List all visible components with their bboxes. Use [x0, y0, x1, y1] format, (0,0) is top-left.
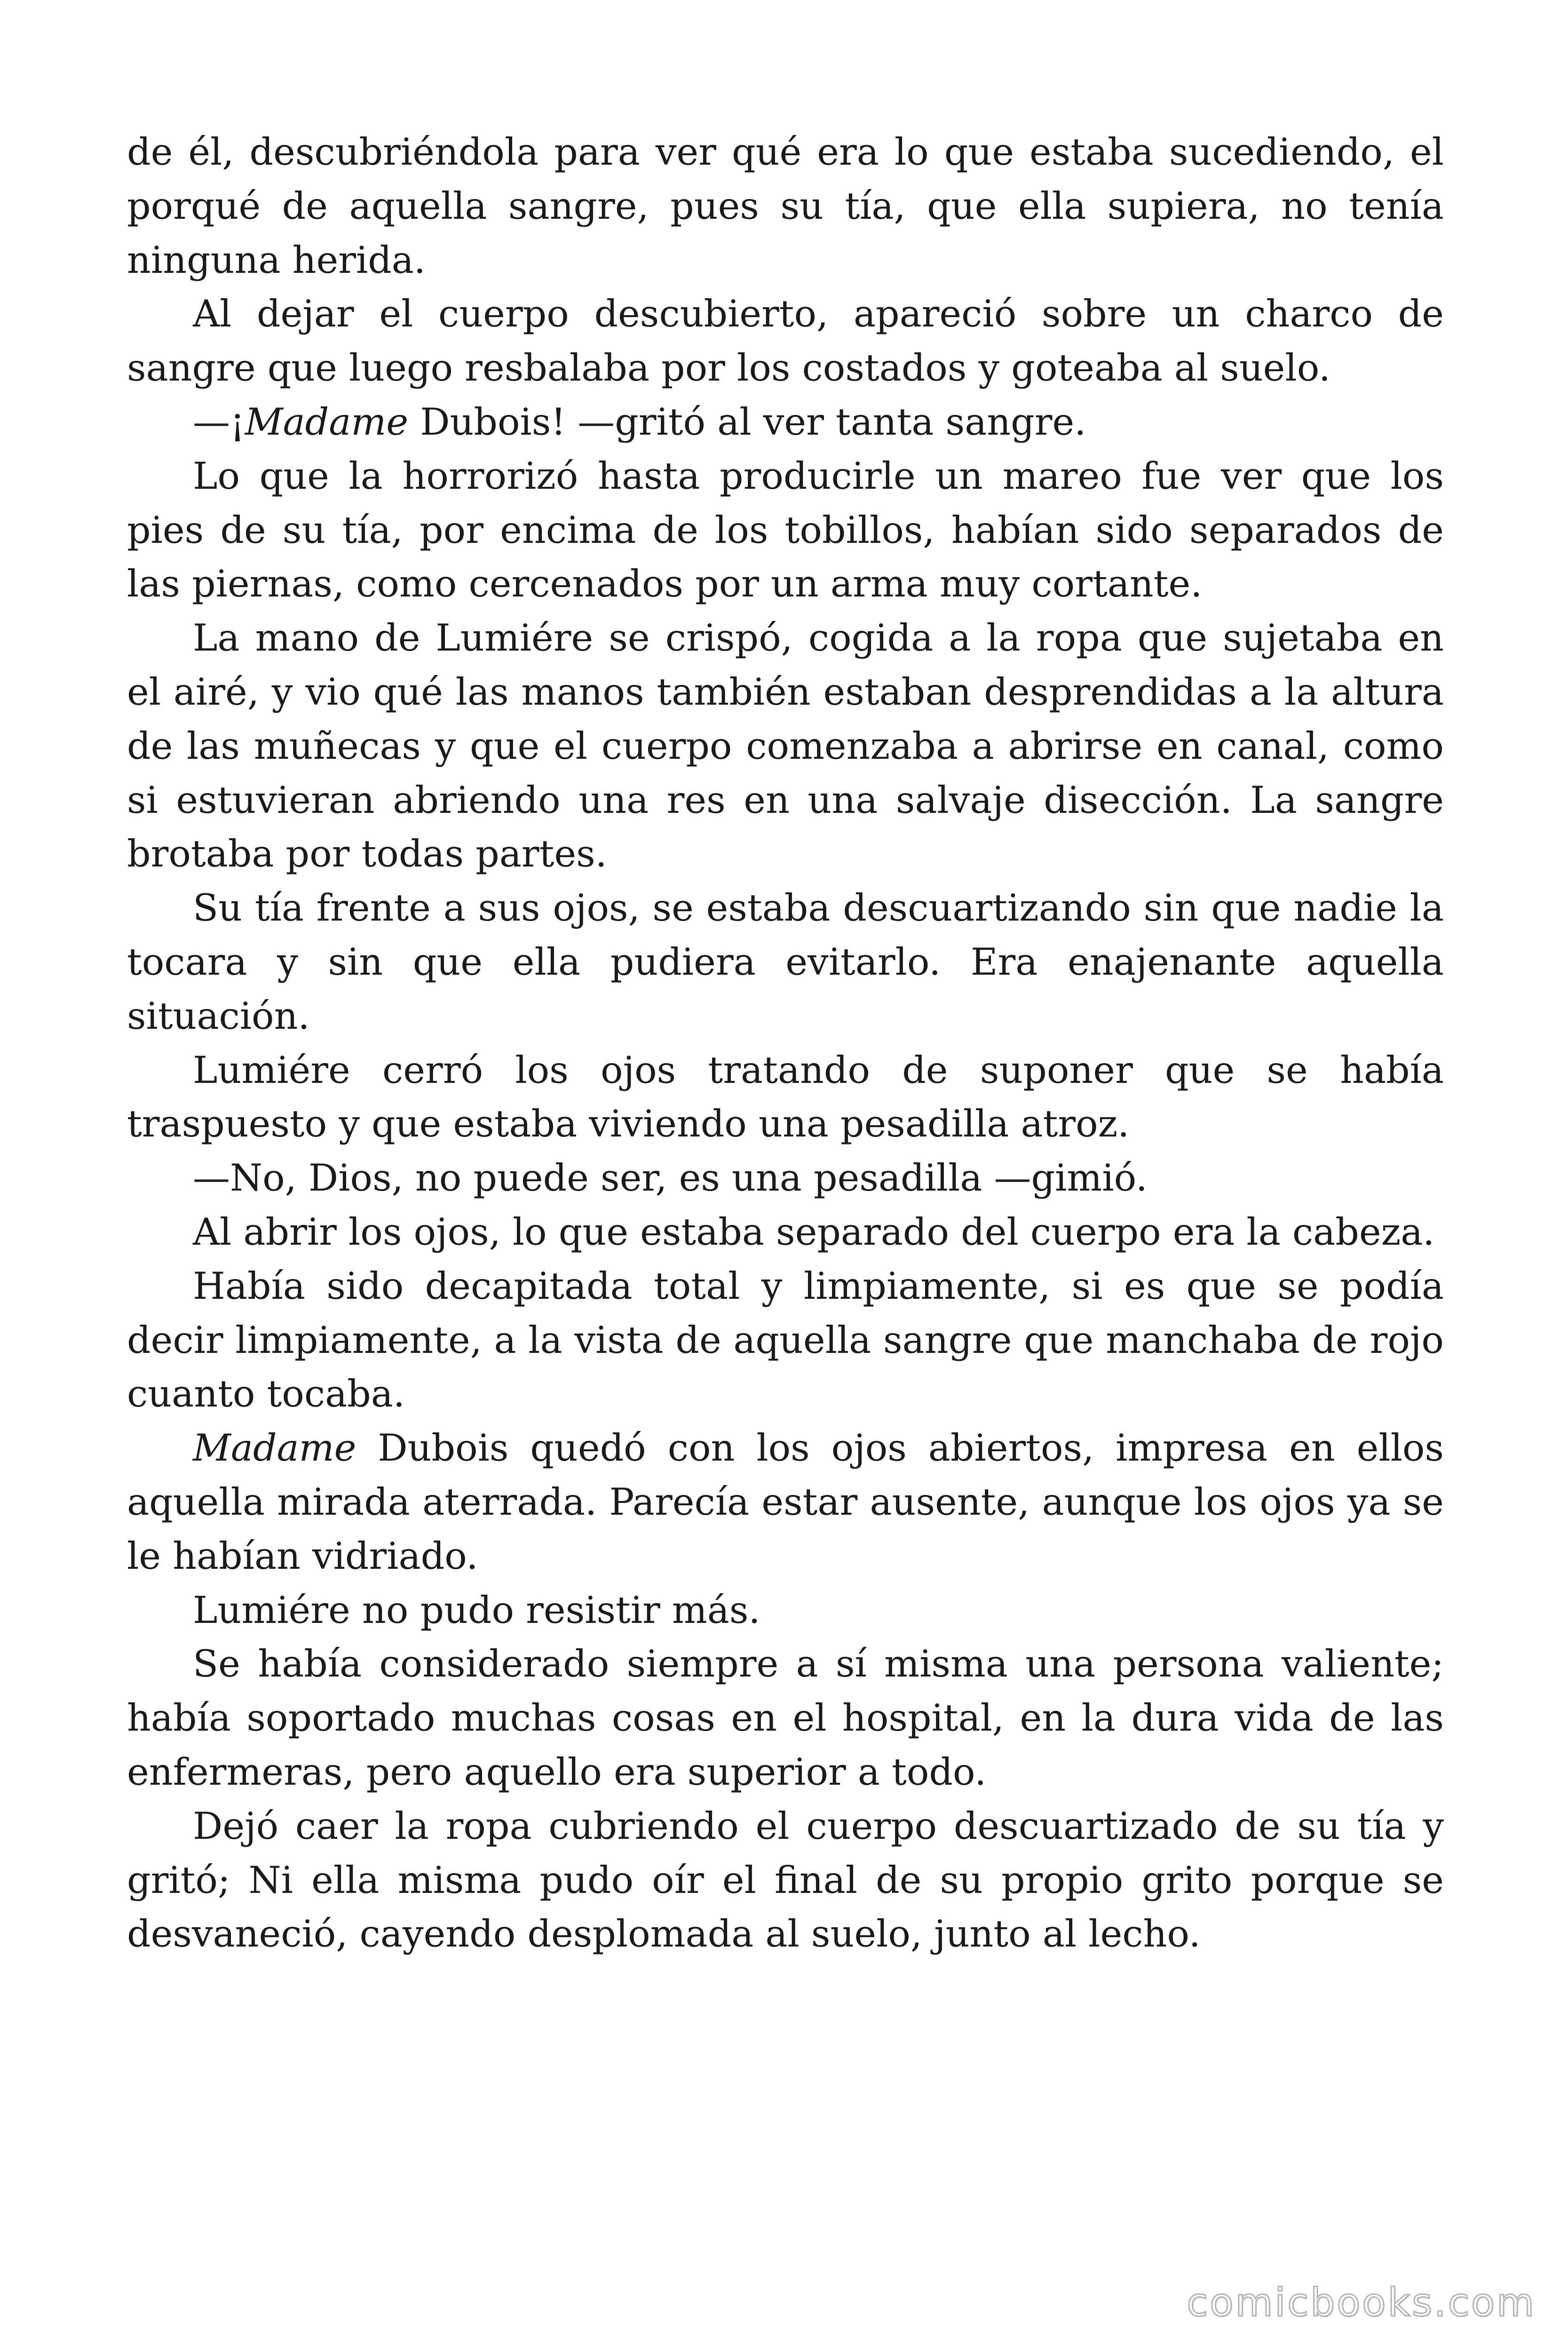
text-run: Lo que la horrorizó hasta producirle un mareo fue ver que los pies de su tía, por encima de los tobillos, habían sido separados de las piernas, como cercenados por un arma muy cortante. [127, 454, 1444, 606]
text-run: Lumiére cerró los ojos tratando de suponer que se había traspuesto y que estaba viviendo una pesadilla atroz. [127, 1048, 1444, 1146]
text-run: Dubois! —gritó al ver tanta sangre. [408, 400, 1086, 444]
text-run: Se había considerado siempre a sí misma una persona valiente; había soportado muchas cosas en el hospital, en la dura vida de las enfermeras, pero aquello era superior a todo. [127, 1642, 1444, 1794]
text-run: La mano de Lumiére se crispó, cogida a la ropa que sujetaba en el airé, y vio qué las manos también estaban desprendidas a la altura de las muñecas y que el cuerpo comenzaba a abrirse en canal, como si estuvieran abriendo una res en una salvaje disección. La sangre brotaba por todas partes. [127, 616, 1444, 876]
text-run: Lumiére no pudo resistir más. [193, 1588, 760, 1632]
paragraph [127, 1799, 1444, 1961]
paragraph [127, 881, 1444, 1043]
body-text [127, 125, 1444, 1961]
paragraph [127, 125, 1444, 287]
text-run: de él, descubriéndola para ver qué era lo que estaba sucediendo, el porqué de aquella sangre, pues su tía, que ella supiera, no tenía ninguna herida. [127, 130, 1444, 282]
paragraph [127, 287, 1444, 395]
paragraph [127, 1637, 1444, 1799]
paragraph [127, 1151, 1444, 1205]
paragraph [127, 1205, 1444, 1259]
text-run: Dubois quedó con los ojos abiertos, impresa en ellos aquella mirada aterrada. Parecía estar ausente, aunque los ojos ya se le habían vidriado. [127, 1426, 1444, 1578]
paragraph [127, 1583, 1444, 1637]
text-run: —¡ [193, 400, 245, 444]
watermark: comicbooks.com [1187, 2280, 1536, 2325]
paragraph [127, 395, 1444, 449]
text-run: Su tía frente a sus ojos, se estaba descuartizando sin que nadie la tocara y sin que ella pudiera evitarlo. Era enajenante aquella situación. [127, 886, 1444, 1038]
paragraph [127, 1043, 1444, 1152]
text-run: Al abrir los ojos, lo que estaba separado del cuerpo era la cabeza. [193, 1210, 1435, 1254]
text-run: Había sido decapitada total y limpiamente, si es que se podía decir limpiamente, a la vista de aquella sangre que manchaba de rojo cuanto tocaba. [127, 1264, 1444, 1416]
italic-text: Madame [245, 400, 409, 444]
paragraph [127, 1421, 1444, 1583]
italic-text: Madame [193, 1426, 356, 1470]
paragraph [127, 449, 1444, 611]
text-run: Al dejar el cuerpo descubierto, apareció sobre un charco de sangre que luego resbalaba por los costados y goteaba al suelo. [127, 292, 1444, 390]
paragraph [127, 1259, 1444, 1421]
paragraph [127, 611, 1444, 881]
text-run: —No, Dios, no puede ser, es una pesadilla —gimió. [193, 1156, 1148, 1200]
text-run: Dejó caer la ropa cubriendo el cuerpo descuartizado de su tía y gritó; Ni ella misma pudo oír el final de su propio grito porque se desvaneció, cayendo desplomada al suelo, junto al lecho. [127, 1804, 1444, 1956]
